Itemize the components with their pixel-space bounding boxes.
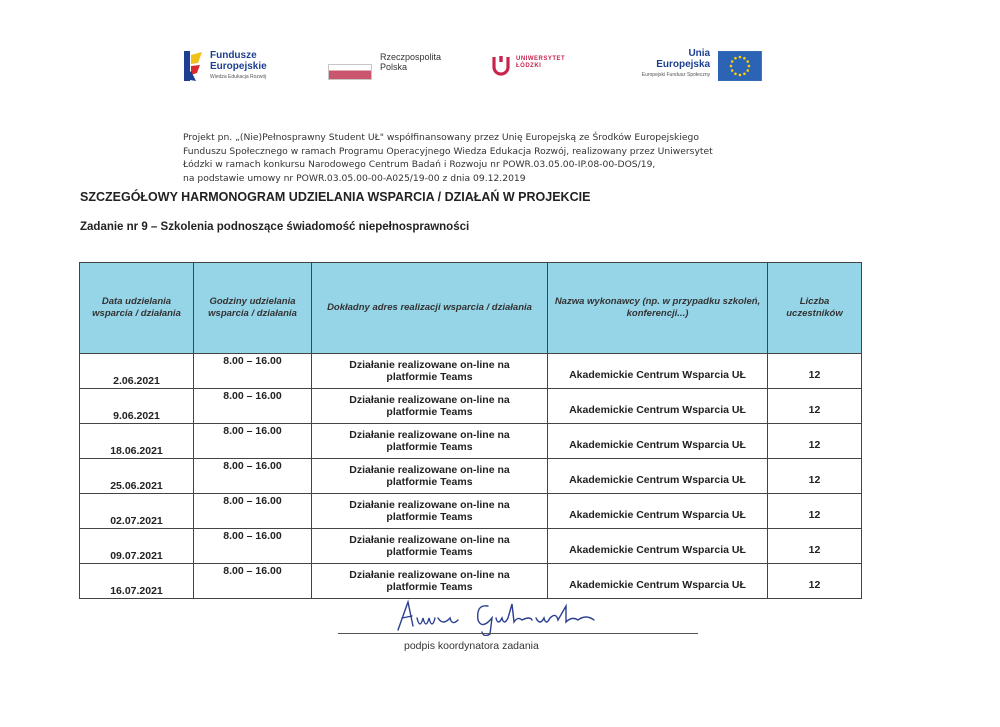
header-date: Data udzielania wsparcia / działania [80,263,194,354]
cell-participants: 12 [768,564,862,599]
cell-provider: Akademickie Centrum Wsparcia UŁ [548,529,768,564]
ue-line2: Europejski Fundusz Społeczny [641,71,711,78]
table-header-row [80,263,862,354]
fundusze-emblem-icon [182,49,204,83]
cell-hours: 8.00 – 16.00 [194,529,312,564]
handwritten-signature [380,596,620,636]
address-line2: platformie Teams [386,511,473,523]
cell-date: 18.06.2021 [80,424,194,459]
address-line2: platformie Teams [386,441,473,453]
address-line1: Działanie realizowane on-line na [349,429,510,441]
address-line1: Działanie realizowane on-line na [349,394,510,406]
cell-date: 09.07.2021 [80,529,194,564]
cell-date: 16.07.2021 [80,564,194,599]
header-provider: Nazwa wykonawcy (np. w przypadku szkoleń, konferencji...) [548,263,768,354]
ul-emblem-icon [492,55,510,77]
cell-date: 9.06.2021 [80,389,194,424]
fundusze-europejskie-logo [182,44,267,88]
schedule-table [79,262,862,599]
cell-participants: 12 [768,389,862,424]
cell-date: 02.07.2021 [80,494,194,529]
cell-participants: 12 [768,494,862,529]
address-line2: platformie Teams [386,581,473,593]
header-hours: Godziny udzielania wsparcia / działania [194,263,312,354]
header-address: Dokładny adres realizacji wsparcia / działania [312,263,548,354]
header-participants: Liczba uczestników [768,263,862,354]
cell-date: 25.06.2021 [80,459,194,494]
intro-line: na podstawie umowy nr POWR.03.05.00-00-A025/19-00 z dnia 09.12.2019 [183,172,526,184]
cell-address [312,424,548,459]
cell-provider: Akademickie Centrum Wsparcia UŁ [548,424,768,459]
fundusze-line2: Europejskie [210,60,267,72]
cell-hours: 8.00 – 16.00 [194,494,312,529]
address-line2: platformie Teams [386,476,473,488]
project-intro [183,131,773,185]
cell-participants: 12 [768,424,862,459]
address-line2: platformie Teams [386,371,473,383]
logo-bar [182,44,762,88]
table-row [80,424,862,459]
signature-line [338,633,698,634]
address-line1: Działanie realizowane on-line na [349,569,510,581]
cell-provider: Akademickie Centrum Wsparcia UŁ [548,459,768,494]
address-line1: Działanie realizowane on-line na [349,464,510,476]
cell-address [312,354,548,389]
document-subtitle: Zadanie nr 9 – Szkolenia podnoszące świadomość niepełnosprawności [80,221,470,233]
cell-hours: 8.00 – 16.00 [194,354,312,389]
table-row [80,389,862,424]
table-row [80,494,862,529]
cell-address [312,564,548,599]
uniwersytet-lodzki-logo [492,44,565,88]
signature-caption: podpis koordynatora zadania [404,640,539,652]
cell-date: 2.06.2021 [80,354,194,389]
address-line2: platformie Teams [386,546,473,558]
ul-line1: UNIWERSYTET [516,56,566,62]
document-title: SZCZEGÓŁOWY HARMONOGRAM UDZIELANIA WSPARCIA / DZIAŁAŃ W PROJEKCIE [80,190,591,204]
intro-line: Łódzki w ramach konkursu Narodowego Centrum Badań i Rozwoju nr POWR.03.05.00-IP.08-00-DOS/19, [183,159,656,170]
cell-hours: 8.00 – 16.00 [194,424,312,459]
ul-line2: ŁÓDZKI [516,63,542,69]
cell-participants: 12 [768,354,862,389]
cell-provider: Akademickie Centrum Wsparcia UŁ [548,494,768,529]
cell-address [312,389,548,424]
fundusze-line3: Wiedza Edukacja Rozwój [210,73,267,80]
unia-europejska-logo [632,44,762,88]
rp-line1: Rzeczpospolita [380,52,442,62]
rzeczpospolita-logo [328,44,441,88]
rp-line2: Polska [380,62,408,72]
address-line1: Działanie realizowane on-line na [349,534,510,546]
cell-hours: 8.00 – 16.00 [194,389,312,424]
table-row [80,354,862,389]
address-line1: Działanie realizowane on-line na [349,499,510,511]
cell-address [312,494,548,529]
cell-provider: Akademickie Centrum Wsparcia UŁ [548,389,768,424]
polish-flag-icon [328,64,372,80]
ue-line1: Unia Europejska [656,47,711,70]
fundusze-line1: Fundusze [210,49,257,61]
cell-hours: 8.00 – 16.00 [194,564,312,599]
cell-address [312,459,548,494]
cell-address [312,529,548,564]
cell-provider: Akademickie Centrum Wsparcia UŁ [548,564,768,599]
cell-hours: 8.00 – 16.00 [194,459,312,494]
table-row [80,459,862,494]
intro-line: Projekt pn. „(Nie)Pełnosprawny Student UŁ" współfinansowany przez Unię Europejską ze Środków Europejskiego [183,132,699,143]
table-row [80,529,862,564]
address-line1: Działanie realizowane on-line na [349,359,510,371]
cell-participants: 12 [768,459,862,494]
cell-participants: 12 [768,529,862,564]
table-row [80,564,862,599]
address-line2: platformie Teams [386,406,473,418]
intro-line: Funduszu Społecznego w ramach Programu Operacyjnego Wiedza Edukacja Rozwój, realizowany przez Uniwersytet [183,145,713,157]
cell-provider: Akademickie Centrum Wsparcia UŁ [548,354,768,389]
eu-flag-icon [718,51,762,81]
